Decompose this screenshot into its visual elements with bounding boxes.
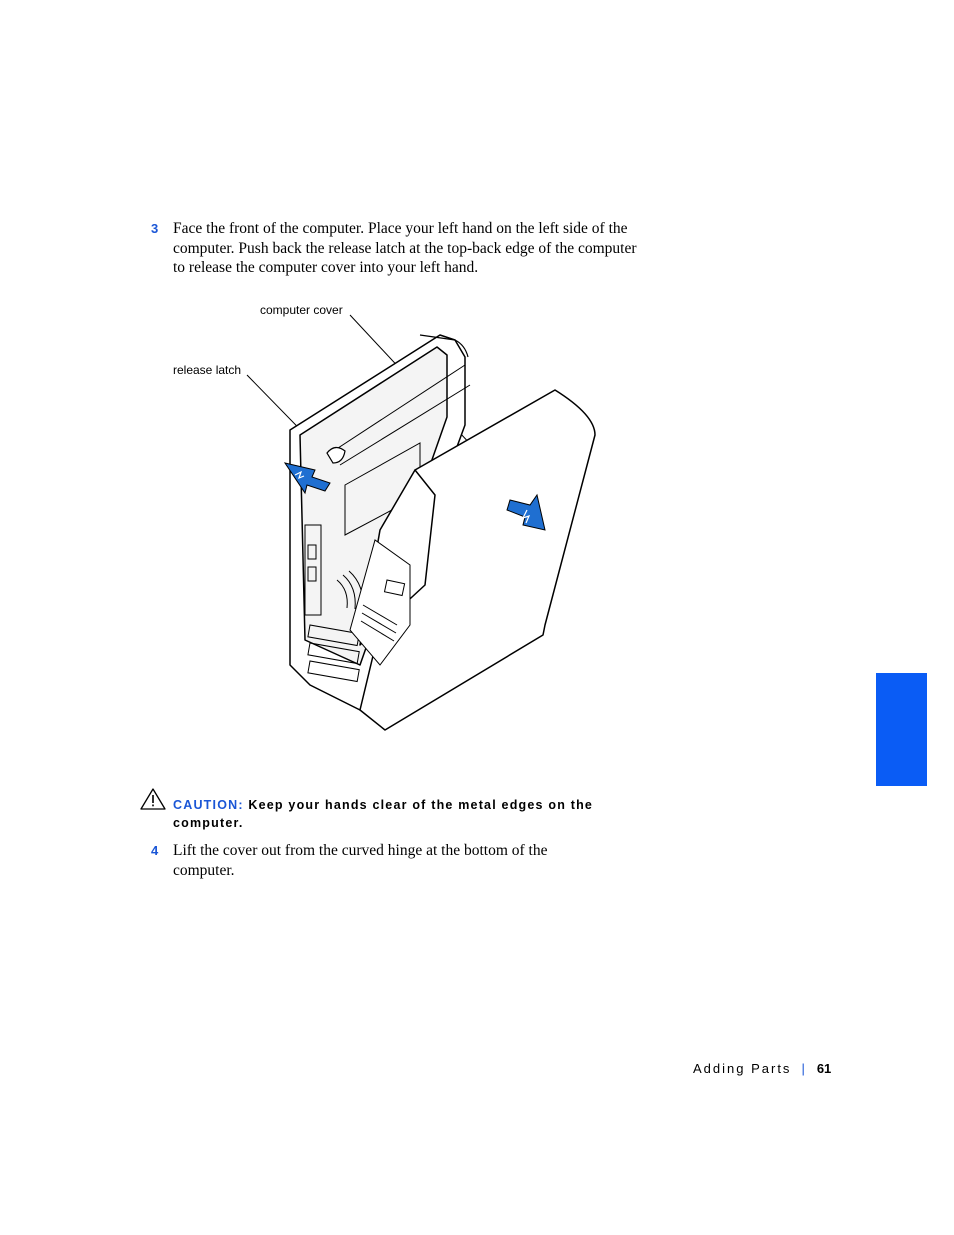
step-number: 3	[151, 221, 159, 236]
computer-cover-illustration	[165, 295, 615, 745]
page-number: 61	[816, 1061, 832, 1076]
release-latch-callout: release latch	[173, 363, 242, 377]
step-text: Lift the cover out from the curved hinge at the bottom of the computer.	[173, 842, 548, 879]
computer-cover-callout: computer cover	[260, 303, 343, 317]
caution-label: CAUTION:	[173, 798, 244, 812]
step-number: 4	[151, 843, 159, 858]
caution-text: Keep your hands clear of the metal edges on the computer.	[173, 798, 594, 830]
step-4	[151, 841, 591, 880]
warning-triangle-icon	[140, 788, 166, 810]
footer-separator: |	[801, 1061, 807, 1076]
step-text: Face the front of the computer. Place your left hand on the left side of the computer. Push back the release latch at the top-back edge of the computer to release the computer cover into your left hand.	[173, 220, 637, 276]
section-title: Adding Parts	[693, 1061, 792, 1076]
chapter-tab	[876, 673, 927, 786]
caution-notice	[140, 788, 610, 832]
step-3	[151, 219, 641, 278]
page-footer	[693, 1061, 831, 1076]
